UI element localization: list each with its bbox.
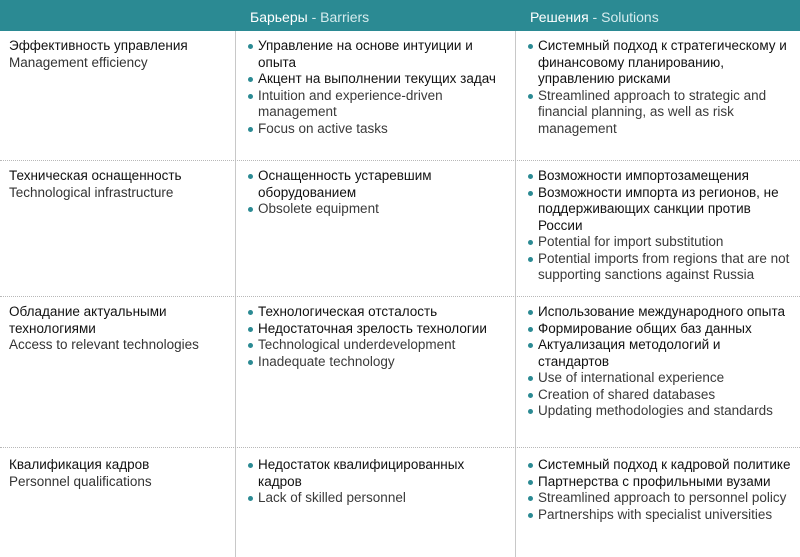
barriers-list [247, 304, 509, 370]
solution-item: Potential for import substitution [527, 234, 795, 251]
category-title-en: Personnel qualifications [9, 473, 152, 489]
row-category [9, 38, 234, 71]
solutions-list [527, 304, 795, 420]
solutions-header-sep: - [588, 9, 602, 25]
category-title-ru: Эффективность управления [9, 38, 188, 53]
barriers-header-sep: - [307, 9, 321, 25]
category-title-ru: Техническая оснащенность [9, 168, 182, 183]
barriers-column-header [250, 9, 369, 25]
solutions-list [527, 457, 795, 523]
row-category [9, 457, 234, 490]
category-title-ru: Квалификация кадров [9, 457, 150, 472]
row-category [9, 168, 234, 201]
barrier-item: Intuition and experience-driven management [247, 88, 509, 121]
row-divider [0, 296, 800, 297]
solutions-list [527, 38, 795, 137]
row-category [9, 304, 234, 354]
barrier-item: Оснащенность устаревшим оборудованием [247, 168, 509, 201]
barrier-item: Недостаточная зрелость технологии [247, 321, 509, 338]
barrier-item: Недостаток квалифицированных кадров [247, 457, 509, 490]
solution-item: Возможности импортозамещения [527, 168, 795, 185]
solution-item: Use of international experience [527, 370, 795, 387]
barrier-item: Lack of skilled personnel [247, 490, 509, 507]
barriers-header-en: Barriers [320, 9, 370, 25]
row-divider [0, 447, 800, 448]
column-divider [515, 31, 516, 557]
table-header [0, 0, 800, 31]
barrier-item: Technological underdevelopment [247, 337, 509, 354]
barrier-item: Focus on active tasks [247, 121, 509, 138]
barrier-item: Obsolete equipment [247, 201, 509, 218]
category-title-ru: Обладание актуальными технологиями [9, 304, 167, 336]
barriers-list [247, 168, 509, 218]
category-title-en: Technological infrastructure [9, 184, 174, 200]
row-divider [0, 160, 800, 161]
barriers-header-ru: Барьеры [250, 9, 308, 25]
category-title-en: Management efficiency [9, 54, 148, 70]
solution-item: Системный подход к стратегическому и финансовому планированию, управлению рисками [527, 38, 795, 88]
solution-item: Partnerships with specialist universities [527, 507, 795, 524]
solution-item: Streamlined approach to strategic and financial planning, as well as risk management [527, 88, 795, 138]
barrier-item: Технологическая отсталость [247, 304, 509, 321]
barriers-list [247, 457, 509, 507]
solution-item: Streamlined approach to personnel policy [527, 490, 795, 507]
solution-item: Creation of shared databases [527, 387, 795, 404]
category-title-en: Access to relevant technologies [9, 337, 199, 352]
barriers-list [247, 38, 509, 137]
solution-item: Использование международного опыта [527, 304, 795, 321]
solution-item: Updating methodologies and standards [527, 403, 795, 420]
solution-item: Возможности импорта из регионов, не поддерживающих санкции против России [527, 185, 795, 235]
barrier-item: Акцент на выполнении текущих задач [247, 71, 509, 88]
barrier-item: Управление на основе интуиции и опыта [247, 38, 509, 71]
solutions-header-en: Solutions [601, 9, 659, 25]
solution-item: Актуализация методологий и стандартов [527, 337, 795, 370]
solutions-column-header [530, 9, 659, 25]
solution-item: Формирование общих баз данных [527, 321, 795, 338]
barrier-item: Inadequate technology [247, 354, 509, 371]
solution-item: Potential imports from regions that are not supporting sanctions against Russia [527, 251, 795, 284]
solutions-header-ru: Решения [530, 9, 589, 25]
solution-item: Системный подход к кадровой политике [527, 457, 795, 474]
solutions-list [527, 168, 795, 284]
solution-item: Партнерства с профильными вузами [527, 474, 795, 491]
column-divider [235, 31, 236, 557]
